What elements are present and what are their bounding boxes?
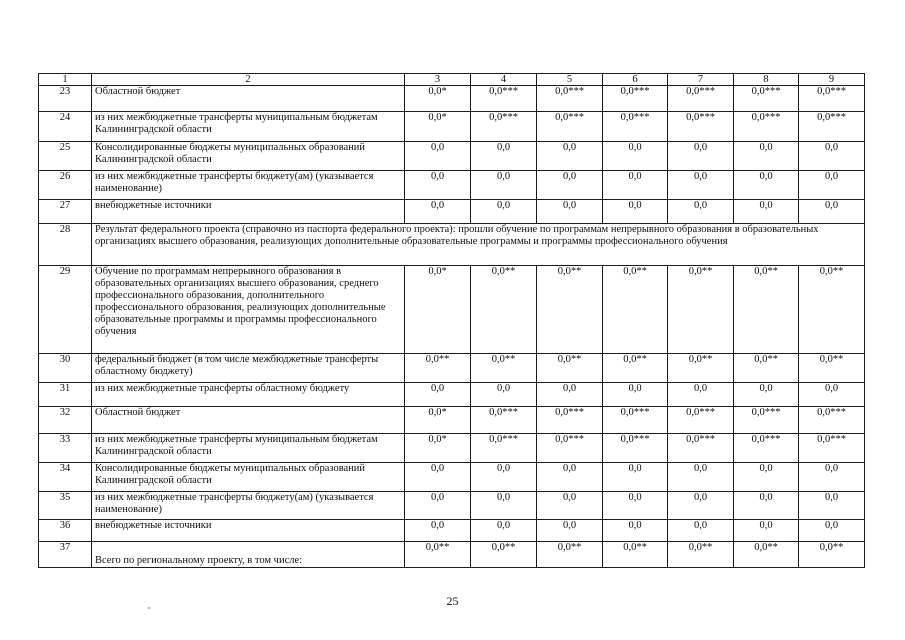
federal-project-result: Результат федерального проекта (справочно из паспорта федерального проекта): прошли обучение по программам непрерывного образования в образовательных организациях высшего образования, реализующих дополнительные образовательные программы и программы профессионального обучения [92,224,865,266]
value-cell: 0,0** [471,354,537,383]
row-number: 23 [39,86,92,112]
value-cell: 0,0** [471,266,537,354]
value-cell: 0,0 [537,520,603,542]
value-cell: 0,0* [405,266,471,354]
value-cell: 0,0*** [734,86,799,112]
value-cell: 0,0** [799,354,865,383]
value-cell: 0,0 [603,171,668,200]
value-cell: 0,0** [603,354,668,383]
value-cell: 0,0 [668,383,734,407]
table-row [39,542,865,568]
value-cell: 0,0 [668,171,734,200]
row-label: Обучение по программам непрерывного образования в образовательных организациях высшего образования, среднего профессионального образования, дополнительного профессионального образования, реализующих дополнительные образовательные программы и программы профессионального обучения [92,266,405,354]
table-row [39,142,865,171]
row-number: 37 [39,542,92,568]
value-cell: 0,0*** [471,112,537,142]
value-cell: 0,0** [603,266,668,354]
value-cell: 0,0** [734,266,799,354]
table-row [39,171,865,200]
value-cell: 0,0 [405,492,471,520]
value-cell: 0,0*** [471,86,537,112]
row-label: из них межбюджетные трансферты бюджету(ам) (указывается наименование) [92,171,405,200]
value-cell: 0,0 [799,200,865,224]
value-cell: 0,0 [471,463,537,492]
value-cell: 0,0*** [734,407,799,434]
value-cell: 0,0 [734,520,799,542]
table-row [39,463,865,492]
row-label: Областной бюджет [92,86,405,112]
value-cell: 0,0** [405,542,471,568]
row-number: 29 [39,266,92,354]
row-number: 35 [39,492,92,520]
header-cell: 7 [668,74,734,86]
value-cell: 0,0** [799,542,865,568]
row-label: Консолидированные бюджеты муниципальных образований Калининградской области [92,142,405,171]
header-cell: 1 [39,74,92,86]
value-cell: 0,0 [734,200,799,224]
value-cell: 0,0 [799,492,865,520]
value-cell: 0,0** [603,542,668,568]
row-number: 32 [39,407,92,434]
row-number: 31 [39,383,92,407]
value-cell: 0,0 [471,200,537,224]
value-cell: 0,0* [405,407,471,434]
row-label: Всего по региональному проекту, в том числе: [92,542,405,568]
table-header-row [39,74,865,86]
budget-table [38,73,865,568]
value-cell: 0,0*** [799,434,865,463]
value-cell: 0,0*** [799,86,865,112]
value-cell: 0,0 [603,142,668,171]
value-cell: 0,0 [799,171,865,200]
value-cell: 0,0 [799,142,865,171]
row-number: 33 [39,434,92,463]
row-number: 30 [39,354,92,383]
value-cell: 0,0 [668,200,734,224]
value-cell: 0,0*** [537,86,603,112]
value-cell: 0,0** [405,354,471,383]
row-label: внебюджетные источники [92,200,405,224]
row-label: Консолидированные бюджеты муниципальных образований Калининградской области [92,463,405,492]
value-cell: 0,0*** [603,112,668,142]
value-cell: 0,0 [471,383,537,407]
row-number: 25 [39,142,92,171]
value-cell: 0,0*** [603,407,668,434]
value-cell: 0,0 [734,463,799,492]
value-cell: 0,0* [405,112,471,142]
value-cell: 0,0*** [537,112,603,142]
header-cell: 5 [537,74,603,86]
value-cell: 0,0** [799,266,865,354]
value-cell: 0,0*** [799,112,865,142]
value-cell: 0,0 [603,383,668,407]
value-cell: 0,0 [405,520,471,542]
value-cell: 0,0** [668,266,734,354]
header-cell: 3 [405,74,471,86]
row-label: Областной бюджет [92,407,405,434]
page-number: 25 [446,594,459,608]
row-label: из них межбюджетные трансферты муниципальным бюджетам Калининградской области [92,112,405,142]
value-cell: 0,0** [668,354,734,383]
table-row [39,520,865,542]
value-cell: 0,0*** [537,407,603,434]
value-cell: 0,0*** [603,434,668,463]
row-label: из них межбюджетные трансферты областному бюджету [92,383,405,407]
header-cell: 8 [734,74,799,86]
value-cell: 0,0 [471,492,537,520]
value-cell: 0,0 [603,200,668,224]
value-cell: 0,0*** [668,112,734,142]
table-row [39,407,865,434]
value-cell: 0,0** [471,542,537,568]
table-row [39,224,865,266]
value-cell: 0,0** [537,542,603,568]
value-cell: 0,0*** [668,407,734,434]
value-cell: 0,0 [799,383,865,407]
value-cell: 0,0* [405,434,471,463]
table-row [39,383,865,407]
value-cell: 0,0 [471,171,537,200]
row-number: 27 [39,200,92,224]
value-cell: 0,0 [603,520,668,542]
value-cell: 0,0 [603,463,668,492]
value-cell: 0,0*** [668,86,734,112]
value-cell: 0,0** [668,542,734,568]
value-cell: 0,0 [668,463,734,492]
row-label: внебюджетные источники [92,520,405,542]
value-cell: 0,0 [537,171,603,200]
header-cell: 6 [603,74,668,86]
header-cell: 9 [799,74,865,86]
value-cell: 0,0 [471,142,537,171]
value-cell: 0,0 [603,492,668,520]
value-cell: 0,0 [734,383,799,407]
value-cell: 0,0 [734,171,799,200]
row-number: 36 [39,520,92,542]
value-cell: 0,0 [405,142,471,171]
table-row [39,200,865,224]
value-cell: 0,0*** [471,407,537,434]
value-cell: 0,0** [734,542,799,568]
row-number: 34 [39,463,92,492]
value-cell: 0,0 [734,142,799,171]
value-cell: 0,0*** [471,434,537,463]
value-cell: 0,0*** [799,407,865,434]
value-cell: 0,0 [537,383,603,407]
table-row [39,112,865,142]
row-number: 28 [39,224,92,266]
value-cell: 0,0 [734,492,799,520]
value-cell: 0,0 [471,520,537,542]
value-cell: 0,0*** [734,112,799,142]
table-row [39,492,865,520]
row-label: из них межбюджетные трансферты муниципальным бюджетам Калининградской области [92,434,405,463]
value-cell: 0,0 [537,142,603,171]
value-cell: 0,0 [799,520,865,542]
value-cell: 0,0 [537,200,603,224]
value-cell: 0,0* [405,86,471,112]
row-number: 24 [39,112,92,142]
value-cell: 0,0 [799,463,865,492]
row-label: федеральный бюджет (в том числе межбюджетные трансферты областному бюджету) [92,354,405,383]
row-number: 26 [39,171,92,200]
table-row [39,434,865,463]
table-row [39,354,865,383]
value-cell: 0,0*** [668,434,734,463]
value-cell: 0,0*** [734,434,799,463]
table-row [39,86,865,112]
value-cell: 0,0 [405,463,471,492]
value-cell: 0,0 [405,200,471,224]
value-cell: 0,0 [405,383,471,407]
value-cell: 0,0 [668,492,734,520]
table-row [39,266,865,354]
value-cell: 0,0*** [603,86,668,112]
value-cell: 0,0 [668,142,734,171]
value-cell: 0,0** [537,266,603,354]
value-cell: 0,0*** [537,434,603,463]
value-cell: 0,0 [537,492,603,520]
header-cell: 4 [471,74,537,86]
row-label: из них межбюджетные трансферты бюджету(ам) (указывается наименование) [92,492,405,520]
value-cell: 0,0** [734,354,799,383]
header-cell: 2 [92,74,405,86]
value-cell: 0,0 [537,463,603,492]
value-cell: 0,0 [405,171,471,200]
value-cell: 0,0** [537,354,603,383]
value-cell: 0,0 [668,520,734,542]
